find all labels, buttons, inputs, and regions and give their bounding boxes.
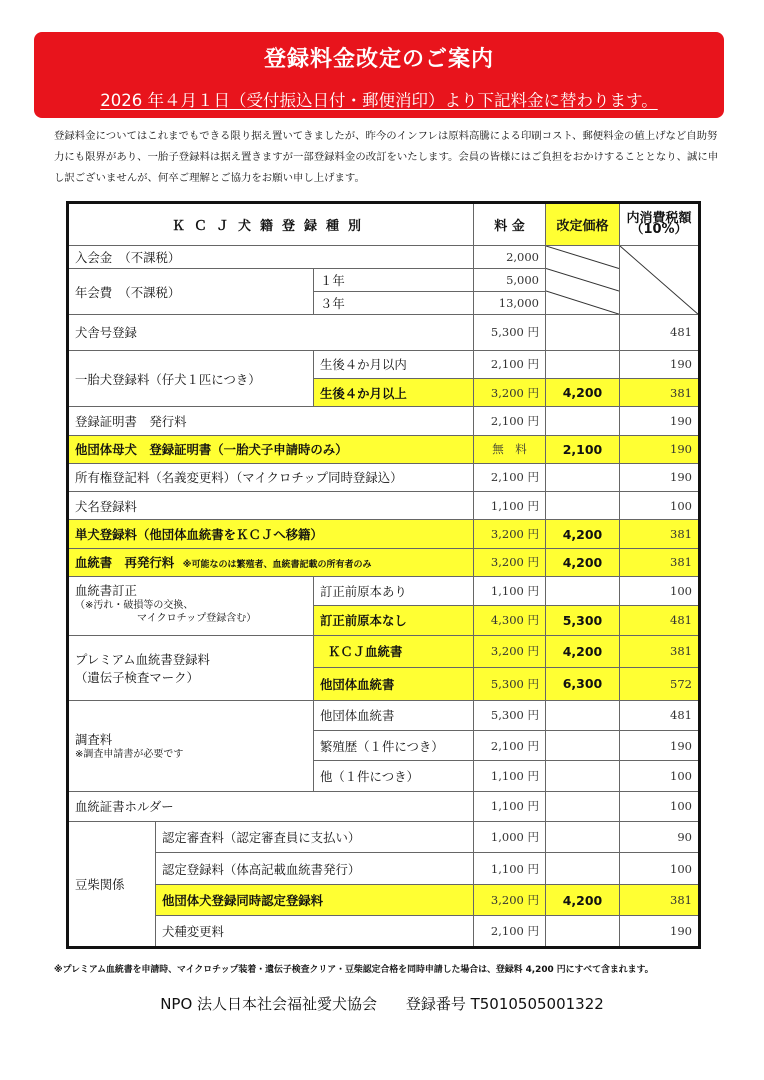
row-label-text-2: （遺伝子検査マーク） — [75, 669, 199, 685]
row-label: 所有権登記料（名義変更料）（マイクロチップ同時登録込） — [68, 463, 474, 491]
row-label: 一胎犬登録料（仔犬１匹につき） — [68, 350, 314, 407]
table-row — [68, 916, 700, 948]
announcement-banner — [34, 32, 724, 118]
row-sub-label: 他団体血統書 — [314, 700, 474, 730]
table-row — [68, 548, 700, 576]
intro-paragraph: 登録料金についてはこれまでもできる限り据え置いてきましたが、昨今のインフレは原料高騰による印刷コスト、郵便料金の値上げなど自助努力にも限界があり、一胎子登録料は据え置きますが一部登録料金の改訂をいたします。会員の皆様にはご負担をおかけすることとなり、誠に申し訳ございませんが、何卒ご理解とご協力をお願い申し上げます。 — [54, 130, 719, 184]
row-price: 3,200 円 — [474, 520, 546, 548]
registration-number: 登録番号 T5010505001322 — [405, 995, 604, 1013]
row-tax: 190 — [620, 463, 700, 491]
table-row — [68, 435, 700, 463]
table-row — [68, 884, 700, 915]
row-tax: 100 — [620, 576, 700, 605]
organization-name: NPO 法人日本社会福祉愛犬協会 — [160, 995, 378, 1013]
row-price: 2,100 円 — [474, 463, 546, 491]
row-new-price — [546, 730, 620, 760]
row-new-price — [546, 853, 620, 884]
header-kind: ＫＣＪ犬籍登録種別 — [68, 203, 474, 246]
row-tax: 190 — [620, 350, 700, 378]
row-tax: 381 — [620, 884, 700, 915]
row-sub-label: ＫＣＪ血統書 — [314, 635, 474, 667]
row-price: 無 料 — [474, 435, 546, 463]
row-label-text: 調査料 — [75, 732, 113, 748]
row-tax: 100 — [620, 492, 700, 520]
table-row — [68, 492, 700, 520]
table-row — [68, 350, 700, 378]
row-tax: 481 — [620, 700, 700, 730]
row-new-price — [546, 822, 620, 853]
diagonal-strike — [620, 246, 698, 314]
row-label: 登録証明書 発行料 — [68, 407, 474, 435]
row-new-price: 6,300 — [546, 668, 620, 700]
row-tax: 190 — [620, 916, 700, 948]
row-price: 2,100 円 — [474, 730, 546, 760]
row-tax: 90 — [620, 822, 700, 853]
diagonal-strike — [546, 246, 619, 314]
row-new-price: 2,100 — [546, 435, 620, 463]
row-price: 2,000 — [474, 245, 546, 268]
row-label-text: 血統書 再発行料 — [75, 555, 175, 571]
row-new-price — [546, 407, 620, 435]
row-new-price — [546, 576, 620, 605]
row-tax: 190 — [620, 730, 700, 760]
table-row — [68, 791, 700, 821]
row-sub-label: 生後４か月以内 — [314, 350, 474, 378]
row-price: 3,200 円 — [474, 548, 546, 576]
row-tax: 481 — [620, 606, 700, 635]
row-sub-label: 繁殖歴（１件につき） — [314, 730, 474, 760]
fee-table — [66, 201, 701, 949]
row-tax: 100 — [620, 791, 700, 821]
row-label: 単犬登録料（他団体血統書をＫＣＪへ移籍） — [68, 520, 474, 548]
row-label: 犬舎号登録 — [68, 315, 474, 351]
row-label: 血統証書ホルダー — [68, 791, 474, 821]
row-sub-label: 訂正前原本あり — [314, 576, 474, 605]
row-price: 3,200 円 — [474, 635, 546, 667]
row-sub-label: １年 — [314, 269, 474, 292]
row-sub-label: 犬種変更料 — [156, 916, 474, 948]
row-label — [68, 576, 314, 635]
row-sub-label: 他団体犬登録同時認定登録料 — [156, 884, 474, 915]
row-sub-label: ３年 — [314, 292, 474, 315]
row-sub-label: 他団体血統書 — [314, 668, 474, 700]
table-row — [68, 463, 700, 491]
row-note: ※可能なのは繁殖者、血統書記載の所有者のみ — [182, 560, 372, 571]
row-price: 3,200 円 — [474, 379, 546, 407]
banner-subtitle — [34, 87, 724, 111]
row-price: 1,000 円 — [474, 822, 546, 853]
row-price: 1,100 円 — [474, 853, 546, 884]
row-tax: 381 — [620, 520, 700, 548]
row-new-price — [546, 463, 620, 491]
row-sub-label: 認定審査料（認定審査員に支払い） — [156, 822, 474, 853]
header-price: 料 金 — [474, 203, 546, 246]
organization-footer — [0, 993, 764, 1014]
table-row — [68, 822, 700, 853]
row-new-price: 5,300 — [546, 606, 620, 635]
row-new-price — [546, 700, 620, 730]
na-cell — [620, 245, 700, 314]
row-price: 5,000 — [474, 269, 546, 292]
row-label: 年会費 （不課税） — [68, 269, 314, 315]
row-note: ※調査申請書が必要です — [75, 749, 184, 761]
row-price: 1,100 円 — [474, 791, 546, 821]
table-row — [68, 853, 700, 884]
row-price: 1,100 円 — [474, 492, 546, 520]
row-price: 13,000 — [474, 292, 546, 315]
table-row — [68, 520, 700, 548]
row-price: 5,300 円 — [474, 668, 546, 700]
row-new-price: 4,200 — [546, 548, 620, 576]
row-price: 5,300 円 — [474, 315, 546, 351]
row-price: 3,200 円 — [474, 884, 546, 915]
row-label: 犬名登録料 — [68, 492, 474, 520]
row-label — [68, 548, 474, 576]
row-label: 豆柴関係 — [68, 822, 156, 948]
table-row — [68, 576, 700, 605]
table-row — [68, 315, 700, 351]
row-tax: 100 — [620, 761, 700, 791]
row-note: マイクロチップ登録含む） — [137, 612, 257, 624]
row-sub-label: 生後４か月以上 — [314, 379, 474, 407]
row-price: 1,100 円 — [474, 576, 546, 605]
row-new-price — [546, 315, 620, 351]
row-tax: 381 — [620, 635, 700, 667]
banner-title: 登録料金改定のご案内 — [263, 47, 494, 72]
row-price: 2,100 円 — [474, 916, 546, 948]
row-tax: 572 — [620, 668, 700, 700]
table-row — [68, 407, 700, 435]
row-label — [68, 635, 314, 700]
row-sub-label: 認定登録料（体高記載血統書発行） — [156, 853, 474, 884]
na-cell — [546, 245, 620, 314]
row-new-price: 4,200 — [546, 884, 620, 915]
row-price: 1,100 円 — [474, 761, 546, 791]
header-new-price: 改定価格 — [546, 203, 620, 246]
banner-subtitle-text: 2026 年４月１日（受付振込日付・郵便消印）より下記料金に替わります。 — [100, 91, 658, 110]
row-tax: 190 — [620, 435, 700, 463]
row-tax: 381 — [620, 379, 700, 407]
footnote: ※プレミアム血統書を申請時、マイクロチップ装着・遺伝子検査クリア・豆柴認定合格を同時申請した場合は、登録料 4,200 円にすべて含まれます。 — [54, 965, 654, 975]
row-new-price — [546, 492, 620, 520]
row-new-price: 4,200 — [546, 635, 620, 667]
row-sub-label: 訂正前原本なし — [314, 606, 474, 635]
row-price: 4,300 円 — [474, 606, 546, 635]
row-tax: 381 — [620, 548, 700, 576]
table-row — [68, 245, 700, 268]
table-header-row — [68, 203, 700, 246]
row-label — [68, 700, 314, 791]
row-price: 2,100 円 — [474, 350, 546, 378]
row-new-price — [546, 791, 620, 821]
row-new-price — [546, 916, 620, 948]
row-label: 他団体母犬 登録証明書（一胎犬子申請時のみ） — [68, 435, 474, 463]
row-tax: 100 — [620, 853, 700, 884]
row-note: （※汚れ・破損等の交換、 — [75, 599, 194, 611]
table-row — [68, 700, 700, 730]
header-tax: 内消費税額（10%） — [620, 203, 700, 246]
row-new-price — [546, 350, 620, 378]
row-new-price — [546, 761, 620, 791]
row-new-price: 4,200 — [546, 520, 620, 548]
table-row — [68, 635, 700, 667]
row-price: 2,100 円 — [474, 407, 546, 435]
row-new-price: 4,200 — [546, 379, 620, 407]
row-price: 5,300 円 — [474, 700, 546, 730]
row-tax: 190 — [620, 407, 700, 435]
row-tax: 481 — [620, 315, 700, 351]
row-label: 入会金 （不課税） — [68, 245, 474, 268]
row-sub-label: 他（１件につき） — [314, 761, 474, 791]
row-label-text: プレミアム血統書登録料 — [75, 651, 210, 667]
row-label-text: 血統書訂正 — [75, 582, 137, 598]
